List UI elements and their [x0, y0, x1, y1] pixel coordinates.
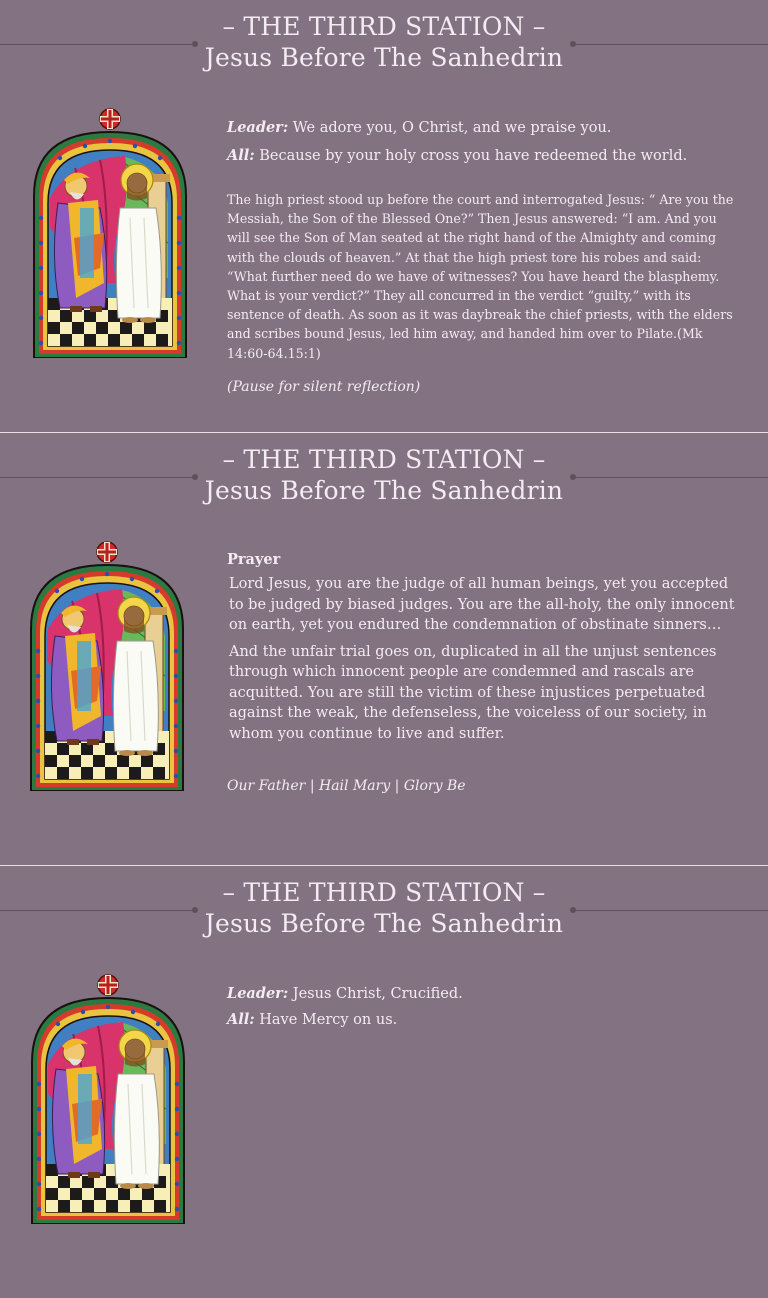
all-label: All:: [227, 147, 255, 164]
station-panel-prayer: [0, 433, 768, 865]
leader-line: [227, 984, 737, 1004]
station-number: – THE THIRD STATION –: [222, 445, 546, 474]
station-text: [227, 551, 737, 794]
all-text: Have Mercy on us.: [259, 1012, 398, 1028]
leader-line: [227, 118, 737, 138]
leader-label: Leader:: [227, 119, 289, 136]
all-line: [227, 146, 737, 166]
stained-glass-illustration: [27, 541, 187, 791]
prayer-title: Prayer: [227, 551, 281, 568]
stained-glass-illustration: [30, 108, 190, 358]
all-line: [227, 1010, 737, 1030]
pause-note: (Pause for silent reflection): [227, 378, 421, 395]
station-number: – THE THIRD STATION –: [222, 878, 546, 907]
scripture-reading: The high priest stood up before the court and interrogated Jesus: “ Are you the Messiah, the Son of the Blessed One?” Then Jesus answered: “I am. And you will see the Son of Man seated at the right hand of the Almighty and coming with the clouds of heaven.” At that the high priest tore his robes and said: “What further need do we have of witnesses? You have heard the blasphemy. What is your verdict?” They all concurred in the verdict “guilty,” with its sentence of death. As soon as it was daybreak the chief priests, with the elders and scribes bound Jesus, led him away, and handed him over to Pilate.(Mk 14:60-64.15:1): [227, 192, 734, 361]
station-title: Jesus Before The Sanhedrin: [204, 476, 564, 505]
station-title: Jesus Before The Sanhedrin: [204, 43, 564, 72]
closing-prayers: Our Father | Hail Mary | Glory Be: [227, 778, 466, 794]
station-heading: [0, 878, 768, 940]
station-panel-closing: [0, 866, 768, 1298]
stained-glass-illustration: [28, 974, 188, 1224]
all-label: All:: [227, 1011, 255, 1028]
station-heading: [0, 12, 768, 74]
station-heading: [0, 445, 768, 507]
prayer-paragraph-1: Lord Jesus, you are the judge of all human beings, yet you accepted to be judged by biased judges. You are the all-holy, the only innocent on earth, yet you endured the condemnation of obstinate sinners…: [229, 576, 735, 633]
station-number: – THE THIRD STATION –: [222, 12, 546, 41]
leader-label: Leader:: [227, 985, 289, 1002]
station-panel-leader: [0, 0, 768, 432]
station-text: [227, 984, 737, 1030]
all-text: Because by your holy cross you have redeemed the world.: [259, 148, 688, 164]
leader-text: Jesus Christ, Crucified.: [292, 986, 463, 1002]
station-title: Jesus Before The Sanhedrin: [204, 909, 564, 938]
leader-text: We adore you, O Christ, and we praise you.: [292, 120, 612, 136]
prayer-paragraph-2: And the unfair trial goes on, duplicated in all the unjust sentences through which innocent people are condemned and rascals are acquitted. You are still the victim of these injustices perpetuated against the weak, the defenseless, the voiceless of our society, in whom you continue to live and suffer.: [229, 643, 717, 742]
station-text: [227, 118, 737, 395]
